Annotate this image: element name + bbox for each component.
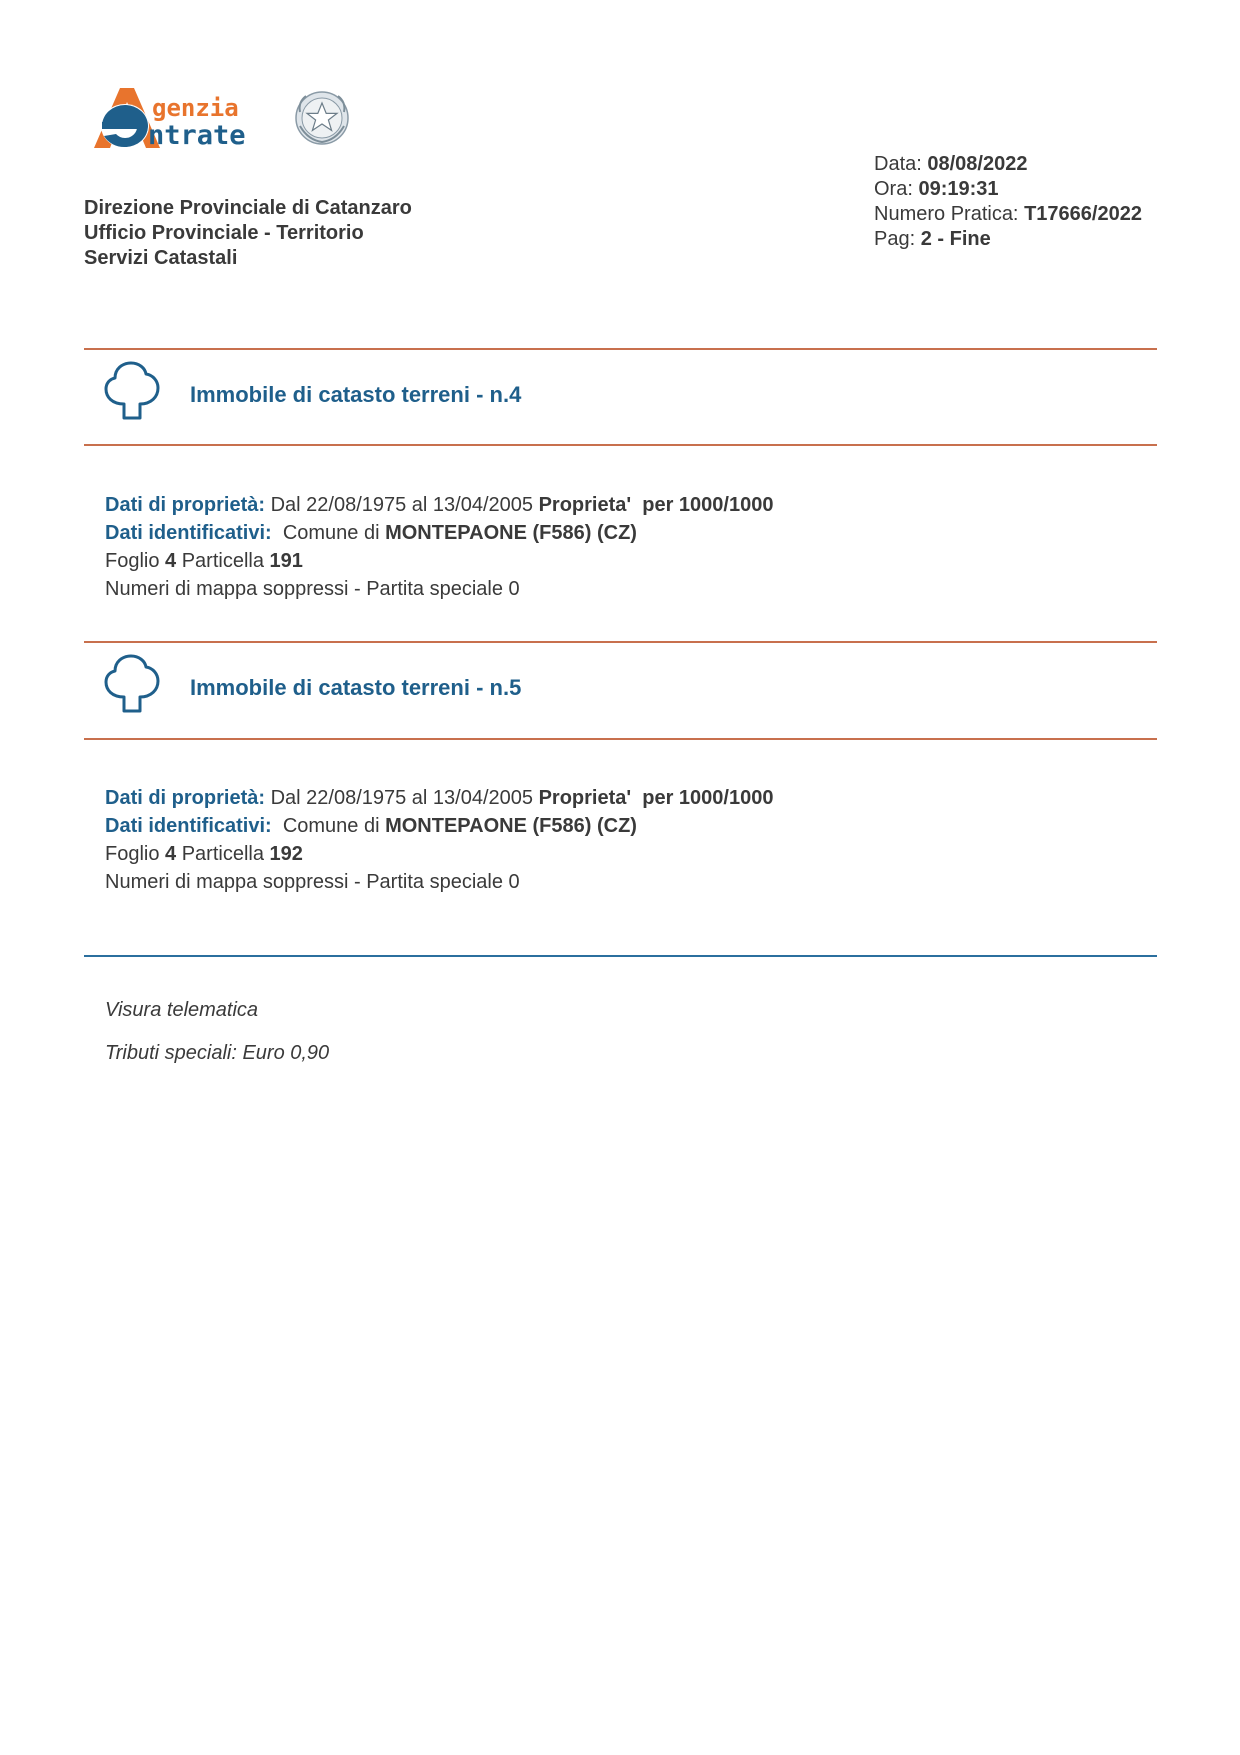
particella-value: 191 [269, 550, 303, 572]
meta-pratica [874, 202, 1142, 227]
foglio-label: Foglio [105, 843, 166, 865]
republic-emblem-icon [296, 92, 348, 144]
logo-line2: ntrate [148, 120, 246, 151]
tree-icon [104, 360, 160, 422]
ownership-right: Proprieta' per 1000/1000 [538, 787, 774, 809]
date-value: 08/08/2022 [927, 153, 1028, 175]
footer-divider [84, 955, 1157, 957]
pratica-label: Numero Pratica: [874, 203, 1019, 225]
section-title: Immobile di catasto terreni - n.5 [190, 675, 522, 700]
time-value: 09:19:31 [918, 178, 999, 200]
meta-date [874, 152, 1142, 177]
meta-page [874, 227, 1142, 252]
date-label: Data: [874, 153, 922, 175]
footer-line: Tributi speciali: Euro 0,90 [105, 1042, 330, 1064]
ownership-label: Dati di proprietà: [105, 494, 266, 516]
particella-label: Particella [176, 550, 270, 572]
section-divider [84, 738, 1157, 740]
ownership-label: Dati di proprietà: [105, 787, 266, 809]
particella-label: Particella [176, 843, 270, 865]
office-line: Servizi Catastali [84, 247, 238, 269]
ident-label: Dati identificativi: [105, 522, 272, 544]
section-title: Immobile di catasto terreni - n.4 [190, 382, 522, 407]
section-divider [84, 641, 1157, 643]
particella-value: 192 [269, 843, 303, 865]
time-label: Ora: [874, 178, 913, 200]
ident-text: Comune di [271, 522, 386, 544]
pratica-value: T17666/2022 [1024, 203, 1142, 225]
ident-comune: MONTEPAONE (F586) (CZ) [385, 522, 637, 544]
tree-icon [104, 653, 160, 715]
ident-row [105, 812, 773, 840]
agenzia-entrate-logo [90, 86, 352, 156]
ident-text: Comune di [271, 815, 386, 837]
ownership-row [105, 784, 773, 812]
foglio-row [105, 840, 773, 868]
ownership-right: Proprieta' per 1000/1000 [538, 494, 774, 516]
foglio-row [105, 547, 773, 575]
footer-line: Visura telematica [105, 999, 259, 1021]
section-divider [84, 444, 1157, 446]
property-block [105, 491, 773, 603]
office-info [84, 196, 412, 271]
note-row: Numeri di mappa soppressi - Partita speciale 0 [105, 578, 520, 600]
ownership-period: Dal 22/08/1975 al 13/04/2005 [265, 787, 539, 809]
page-label: Pag: [874, 228, 916, 250]
foglio-value: 4 [165, 843, 177, 865]
foglio-label: Foglio [105, 550, 166, 572]
foglio-value: 4 [165, 550, 177, 572]
ownership-row [105, 491, 773, 519]
ownership-period: Dal 22/08/1975 al 13/04/2005 [265, 494, 539, 516]
document-meta [874, 152, 1142, 252]
page-value: 2 - Fine [920, 228, 991, 250]
note-row: Numeri di mappa soppressi - Partita speciale 0 [105, 871, 520, 893]
ident-label: Dati identificativi: [105, 815, 272, 837]
property-block [105, 784, 773, 896]
meta-time [874, 177, 1142, 202]
office-line: Ufficio Provinciale - Territorio [84, 222, 364, 244]
office-line: Direzione Provinciale di Catanzaro [84, 197, 412, 219]
ident-row [105, 519, 773, 547]
ident-comune: MONTEPAONE (F586) (CZ) [385, 815, 637, 837]
logo-line1: genzia [152, 94, 239, 122]
section-divider [84, 348, 1157, 350]
